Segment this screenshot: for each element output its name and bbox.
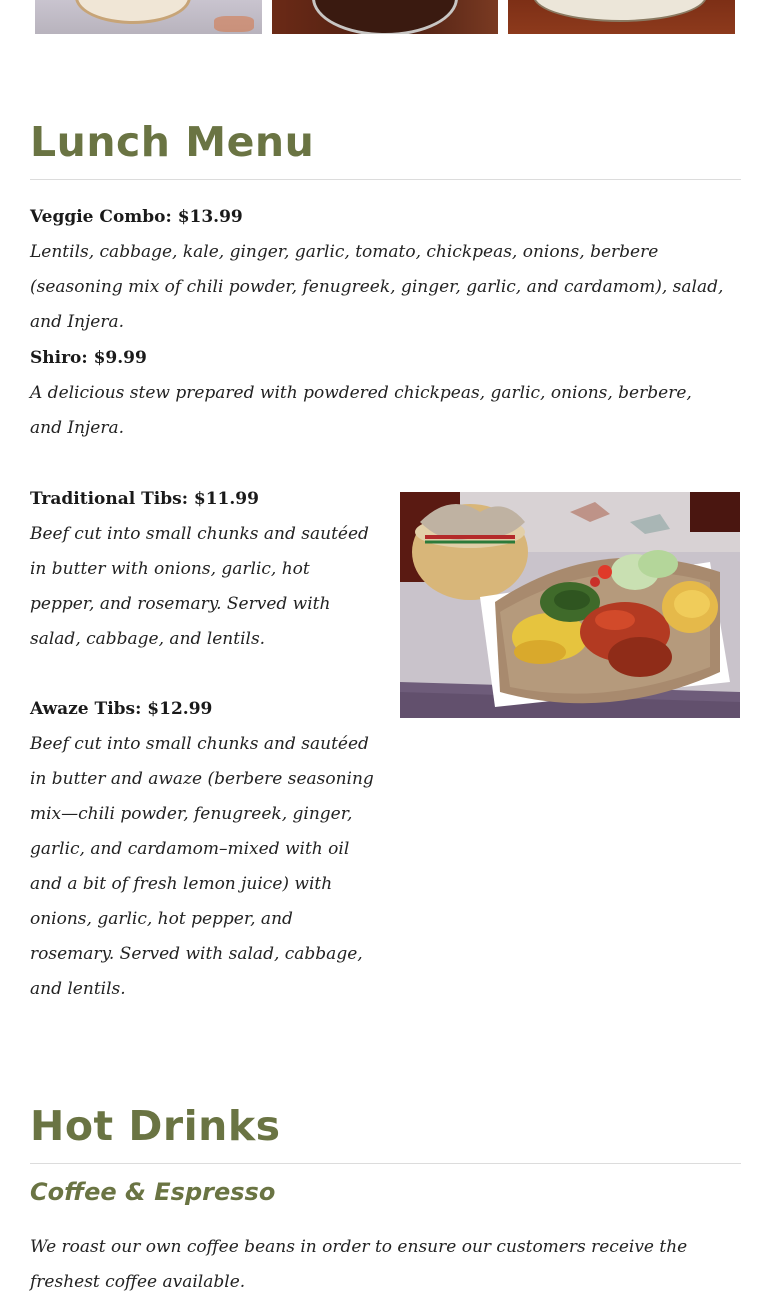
gallery-photo-plated-dish[interactable]	[35, 0, 262, 34]
coffee-espresso-subheading: Coffee & Espresso	[30, 1178, 276, 1206]
menu-item-veggie-combo	[30, 200, 741, 340]
hot-drinks-heading: Hot Drinks	[30, 1102, 281, 1150]
menu-item-description: Beef cut into small chunks and sautéed in butter with onions, garlic, hot pepper, and rosemary. Served with salad, cabbage, and lentils.	[30, 524, 369, 649]
lunch-menu-divider	[30, 179, 741, 180]
menu-item-name: Veggie Combo: $13.99	[30, 207, 243, 227]
injera-platter-photo	[400, 492, 740, 718]
photo-gallery-strip	[35, 0, 735, 34]
menu-item-description: Lentils, cabbage, kale, ginger, garlic, tomato, chickpeas, onions, berbere (seasoning mix of chili powder, fenugreek, ginger, garlic, and cardamom), salad, and Injera.	[30, 242, 724, 332]
menu-item-name: Traditional Tibs: $11.99	[30, 489, 259, 509]
menu-item-description: Beef cut into small chunks and sautéed in butter and awaze (berbere seasoning mix—chili powder, fenugreek, ginger, garlic, and cardamom–mixed with oil and a bit of fresh lemon juice) with onions, garlic, hot pepper, and rosemary. Served with salad, cabbage, and lentils.	[30, 734, 374, 999]
gallery-photo-coffee-plate[interactable]	[508, 0, 735, 34]
menu-item-name: Shiro: $9.99	[30, 348, 147, 368]
lunch-menu-heading: Lunch Menu	[30, 118, 315, 166]
menu-item-traditional-tibs	[30, 482, 375, 657]
menu-item-name: Awaze Tibs: $12.99	[30, 699, 213, 719]
menu-item-awaze-tibs	[30, 692, 375, 1007]
menu-item-shiro	[30, 341, 700, 446]
hot-drinks-divider	[30, 1163, 741, 1164]
menu-item-description: A delicious stew prepared with powdered chickpeas, garlic, onions, berbere, and Injera.	[30, 383, 692, 438]
coffee-intro-text: We roast our own coffee beans in order to ensure our customers receive the freshest coffee available.	[30, 1237, 688, 1292]
gallery-photo-coffee-pot[interactable]	[272, 0, 499, 34]
